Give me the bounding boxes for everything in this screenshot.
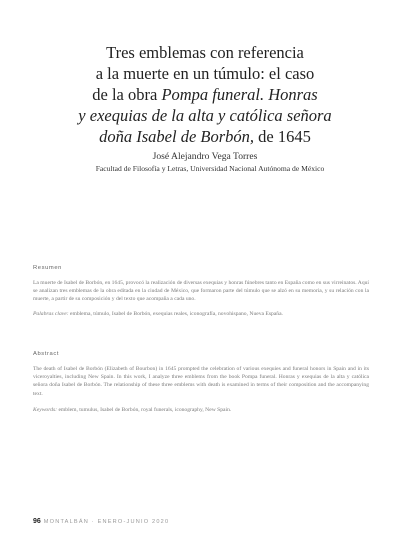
abstract-keywords: Keywords: emblem, tumulus, Isabel de Borbón, royal funerals, iconography, New Spain. bbox=[33, 407, 232, 413]
title-line: de la obra Pompa funeral. Honras bbox=[92, 85, 318, 104]
title-line: a la muerte en un túmulo: el caso bbox=[95, 64, 315, 83]
running-footer: MONTALBÁN · ENERO-JUNIO 2020 bbox=[43, 518, 170, 525]
resumen-body: La muerte de Isabel de Borbón, en 1645, provocó la realización de diversas exequias y honras fúnebres tanto en España como en sus virreinatos. Aquí se analizan tres emblemas de la obra editada en la ciudad de México, que formaron parte del túmulo que se alzó en su memoria, y su relación con la muerte, a partir de su composición y del texto que acompaña a cada uno. bbox=[33, 280, 369, 303]
title-line: doña Isabel de Borbón, de 1645 bbox=[99, 127, 311, 146]
resumen-keywords: Palabras clave: emblema, túmulo, Isabel de Borbón, exequias reales, iconografía, novohispano, Nueva España. bbox=[33, 311, 283, 317]
author-affiliation: Facultad de Filosofía y Letras, Universidad Nacional Autónoma de México bbox=[95, 164, 325, 173]
page-number: 96 bbox=[33, 518, 41, 525]
abstract-body: The death of Isabel de Borbón (Elizabeth of Bourbon) in 1645 prompted the celebration of various exequies and funeral honors in Spain and in its viceroyalties, including New Spain. In this work, I analyze three emblems from the book Pompa funeral. Honras y exequias de la alta y católica señora doña Isabel de Borbón. The relationship of these three emblems with death is examined in terms of their composition and the accompanying text. bbox=[33, 366, 369, 397]
article-title bbox=[60, 42, 350, 147]
page-footer bbox=[33, 518, 363, 525]
title-line: y exequias de la alta y católica señora bbox=[78, 106, 332, 125]
title-line: Tres emblemas con referencia bbox=[106, 43, 304, 62]
abstract-heading: Abstract bbox=[33, 351, 60, 357]
resumen-heading: Resumen bbox=[33, 265, 63, 271]
author-name: José Alejandro Vega Torres bbox=[152, 151, 258, 162]
